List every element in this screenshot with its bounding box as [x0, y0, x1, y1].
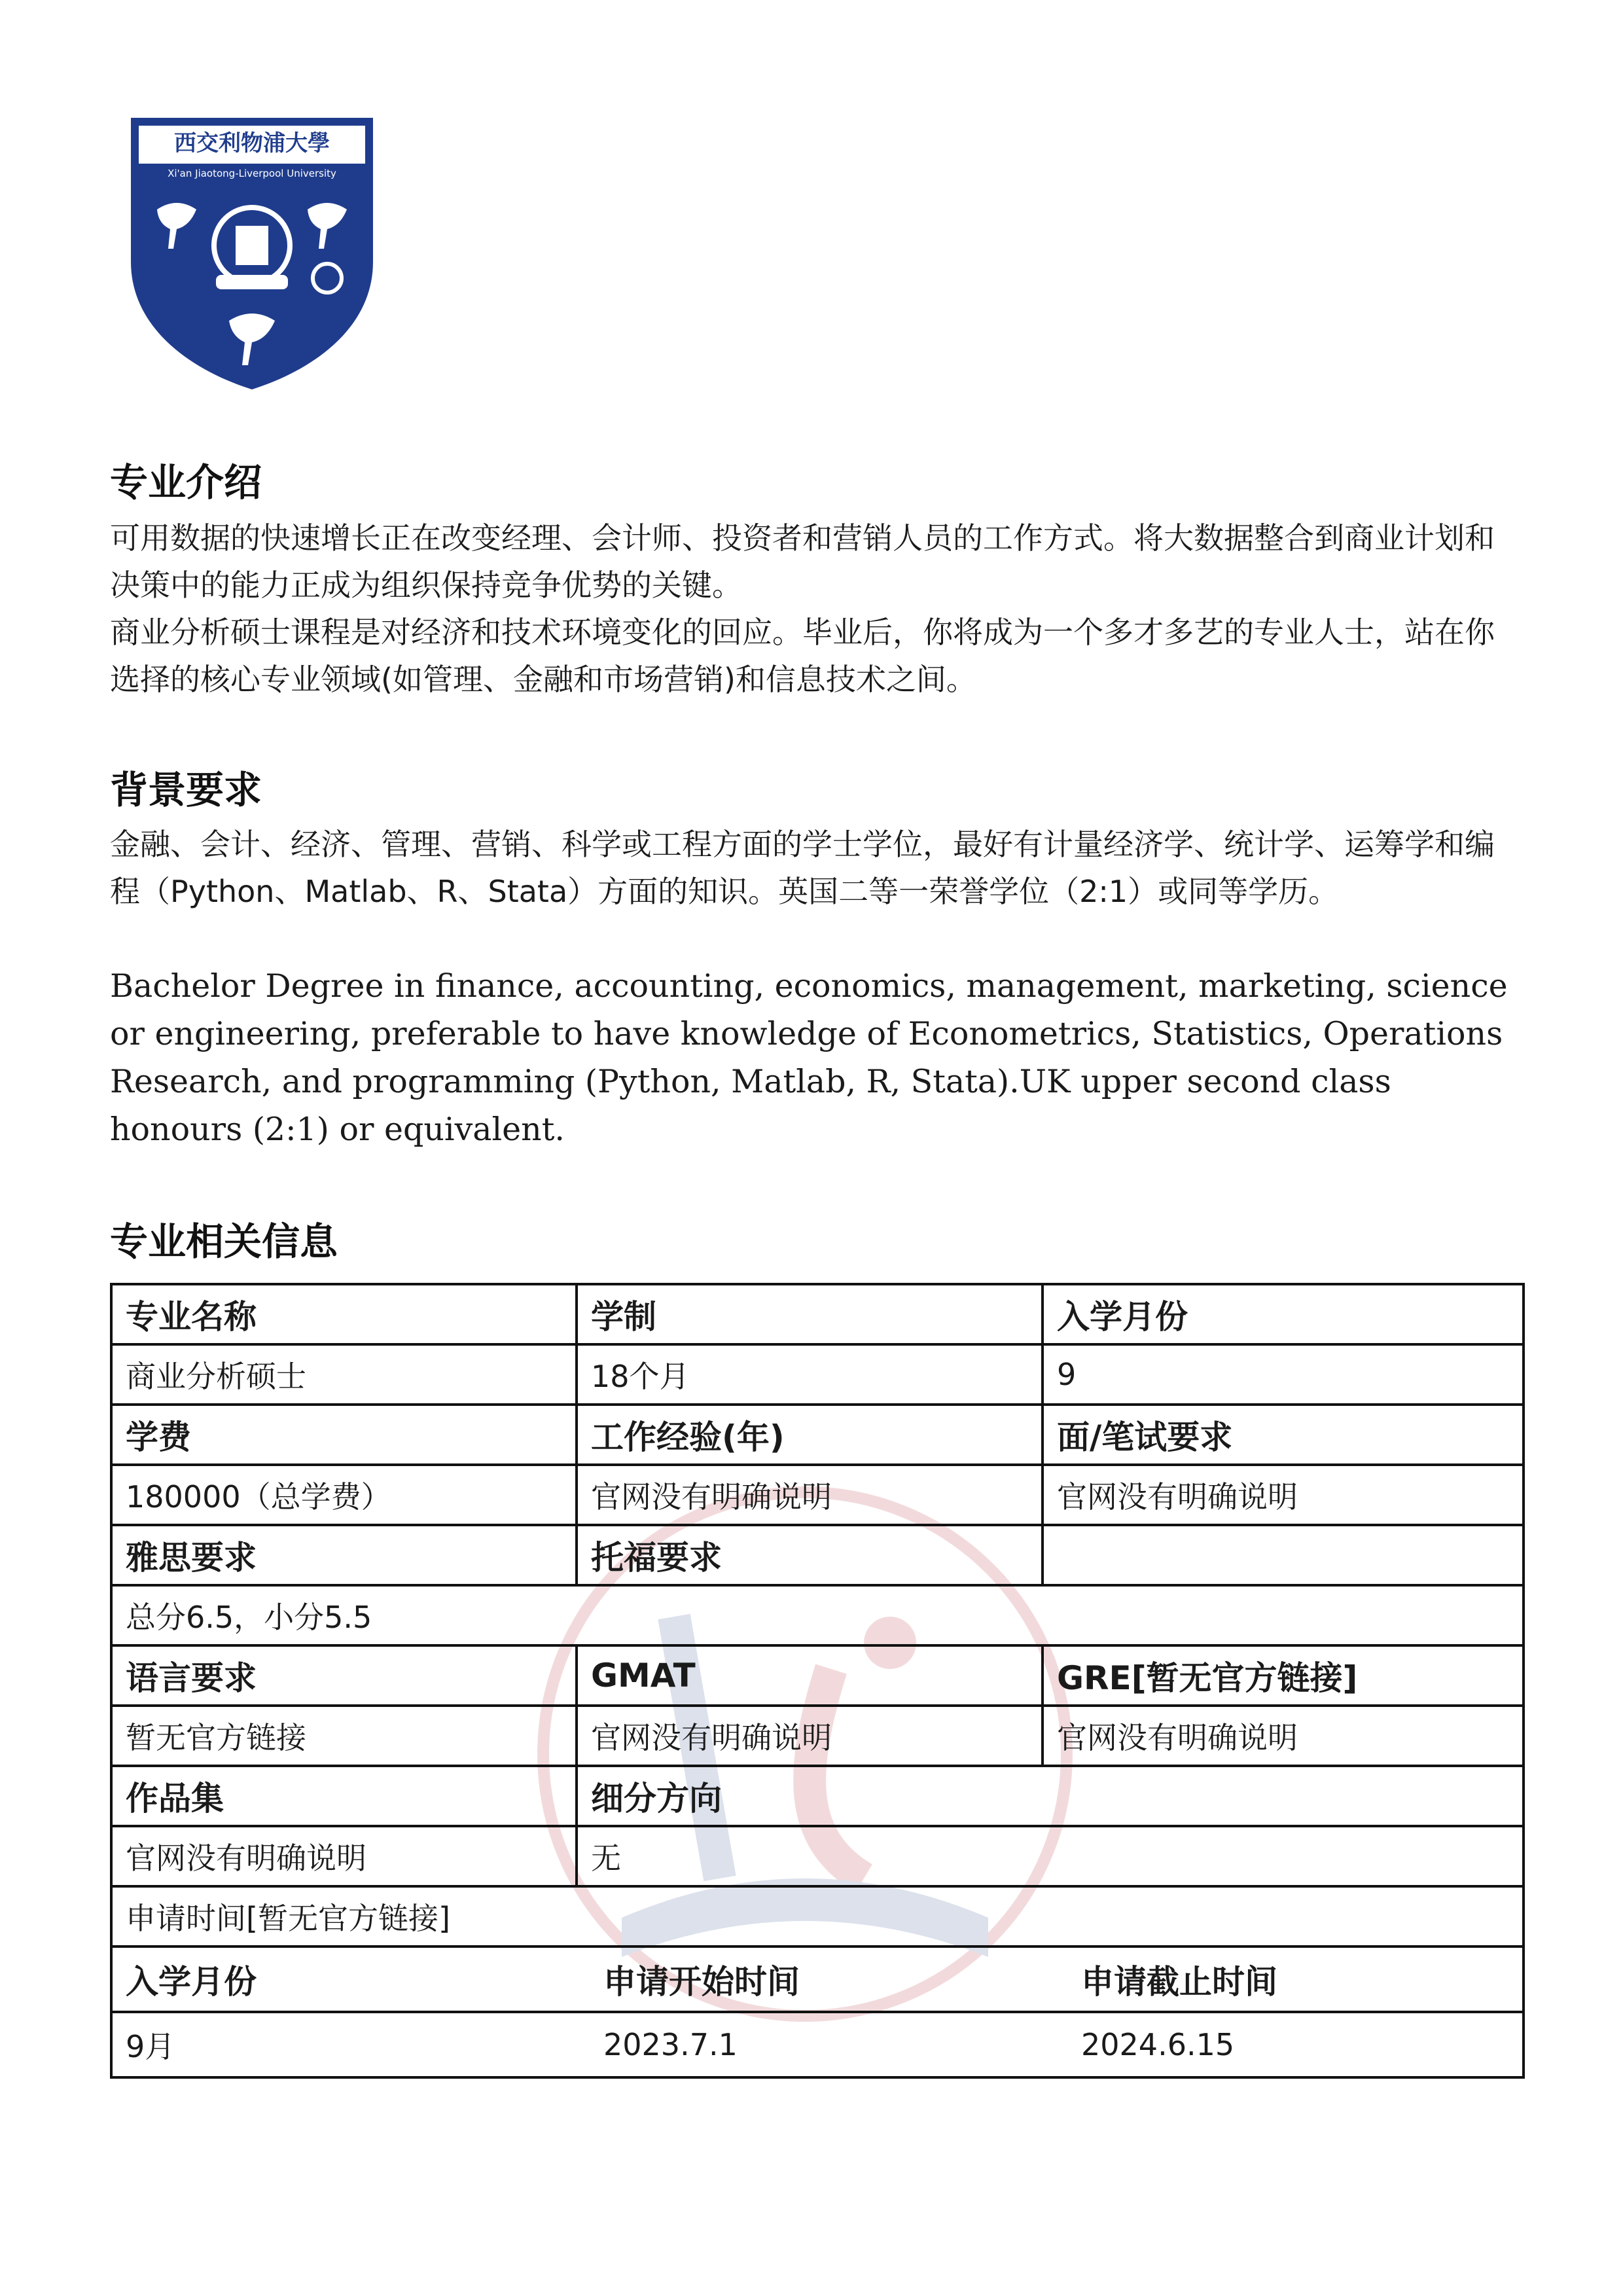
- logo-text-cn: 西交利物浦大學: [174, 130, 330, 156]
- duration-label: 学制: [577, 1284, 1043, 1344]
- ielts-value: 总分6.5，小分5.5: [111, 1585, 1524, 1645]
- intake-value: 9: [1043, 1344, 1524, 1405]
- apply-start-label: 申请开始时间: [590, 1948, 1068, 2012]
- apply-time-label: 申请时间[暂无官方链接]: [111, 1886, 1524, 1946]
- apply-time-table: [113, 1948, 1522, 2076]
- language-label: 语言要求: [111, 1645, 577, 1706]
- intro-paragraph-2: 商业分析硕士课程是对经济和技术环境变化的回应。毕业后，你将成为一个多才多艺的专业人士，站在你选择的核心专业领域(如管理、金融和市场营销)和信息技术之间。: [110, 615, 1495, 697]
- info-title: 专业相关信息: [110, 1219, 338, 1264]
- apply-start-value: 2023.7.1: [603, 2027, 738, 2062]
- intake-label: 入学月份: [1043, 1284, 1524, 1344]
- interview-label: 面/笔试要求: [1043, 1405, 1524, 1465]
- work-exp-value: 官网没有明确说明: [577, 1465, 1043, 1525]
- language-value: 暂无官方链接: [111, 1706, 577, 1766]
- duration-value: 18个月: [577, 1344, 1043, 1405]
- interview-value: 官网没有明确说明: [1043, 1465, 1524, 1525]
- logo-text-en: Xi'an Jiaotong-Liverpool University: [168, 168, 336, 179]
- program-name-label: 专业名称: [111, 1284, 577, 1344]
- work-exp-label: 工作经验(年): [577, 1405, 1043, 1465]
- gmat-label: GMAT: [577, 1645, 1043, 1706]
- tuition-value: 180000（总学费）: [111, 1465, 577, 1525]
- program-name-value: 商业分析硕士: [111, 1344, 577, 1405]
- apply-deadline-label: 申请截止时间: [1068, 1948, 1522, 2012]
- apply-time-block: [111, 1946, 1524, 2077]
- ielts-label: 雅思要求: [111, 1525, 577, 1585]
- intro-title: 专业介绍: [110, 460, 262, 505]
- direction-label: 细分方向: [577, 1766, 1524, 1826]
- apply-deadline-value: 2024.6.15: [1081, 2027, 1235, 2062]
- tuition-label: 学费: [111, 1405, 577, 1465]
- background-title: 背景要求: [110, 768, 262, 812]
- apply-intake-label: 入学月份: [113, 1948, 590, 2012]
- program-info-table: [110, 1283, 1525, 2079]
- portfolio-label: 作品集: [111, 1766, 577, 1826]
- university-logo: [118, 111, 386, 393]
- gmat-value: 官网没有明确说明: [577, 1706, 1043, 1766]
- background-en: Bachelor Degree in finance, accounting, economics, management, marketing, science or engineering, preferable to have knowledge of Econometrics, Statistics, Operations Research, and programming (Python, Matlab, R, Stata).UK upper second class honours (2:1) or equivalent.: [110, 967, 1508, 1148]
- background-cn: 金融、会计、经济、管理、营销、科学或工程方面的学士学位，最好有计量经济学、统计学、运筹学和编程（Python、Matlab、R、Stata）方面的知识。英国二等一荣誉学位（2:1）或同等学历。: [110, 827, 1495, 909]
- toefl-label: 托福要求: [577, 1525, 1043, 1585]
- intro-paragraph-1: 可用数据的快速增长正在改变经理、会计师、投资者和营销人员的工作方式。将大数据整合到商业计划和决策中的能力正成为组织保持竞争优势的关键。: [110, 520, 1495, 603]
- xjtlu-crest-icon: [118, 111, 386, 393]
- apply-intake-value: 9月: [126, 2029, 175, 2064]
- direction-value: 无: [577, 1826, 1524, 1886]
- gre-label: GRE[暂无官方链接]: [1043, 1645, 1524, 1706]
- empty-cell: [1043, 1525, 1524, 1585]
- portfolio-value: 官网没有明确说明: [111, 1826, 577, 1886]
- gre-value: 官网没有明确说明: [1043, 1706, 1524, 1766]
